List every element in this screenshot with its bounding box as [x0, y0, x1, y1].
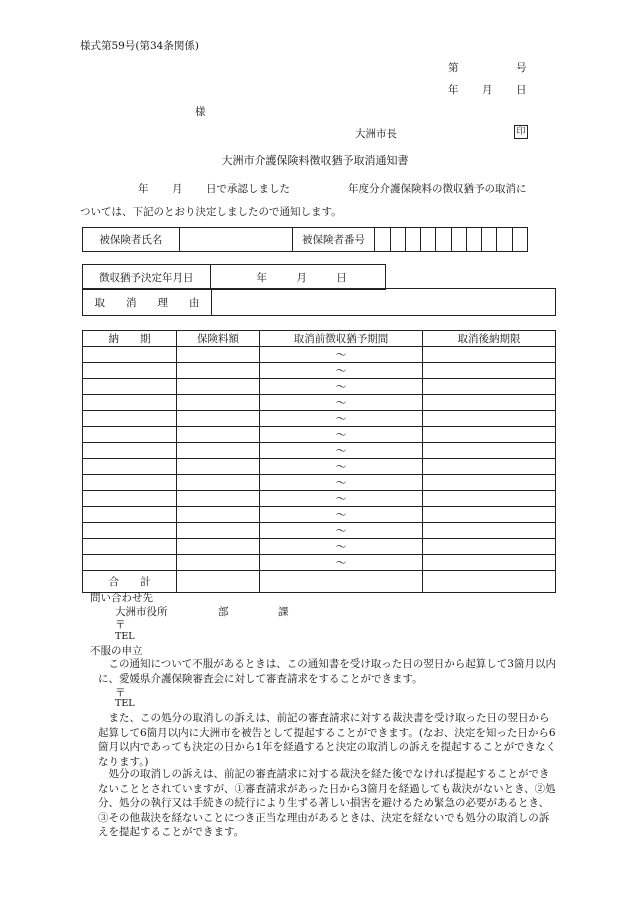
contact-bu: 部	[218, 606, 229, 618]
reason-table	[82, 288, 556, 316]
deadline-cell	[423, 427, 556, 443]
deadline-cell	[423, 395, 556, 411]
date-day: 日	[516, 84, 527, 96]
schedule-row	[83, 395, 556, 411]
appeal-postal: 〒	[115, 687, 126, 699]
total-deadline-cell	[423, 571, 556, 593]
premium-cell	[177, 443, 260, 459]
recipient-sama: 様	[195, 106, 206, 118]
date-month: 月	[482, 84, 493, 96]
reason-label: 取 消 理 由	[83, 289, 212, 316]
intro-line2: ついては、下記のとおり決定しましたので通知します。	[80, 206, 342, 218]
doc-number-go: 号	[516, 62, 527, 74]
intro-approved: 日で承認しました	[206, 183, 290, 195]
schedule-row	[83, 363, 556, 379]
insured-table	[82, 227, 528, 252]
number-digit-cell	[512, 228, 527, 252]
premium-cell	[177, 555, 260, 571]
schedule-row	[83, 555, 556, 571]
deadline-cell	[423, 443, 556, 459]
deadline-cell	[423, 411, 556, 427]
premium-cell	[177, 379, 260, 395]
schedule-header-row	[83, 331, 556, 347]
number-digit-cell	[497, 228, 512, 252]
number-digit-cell	[436, 228, 451, 252]
due-date-cell	[83, 363, 177, 379]
premium-cell	[177, 475, 260, 491]
schedule-row	[83, 523, 556, 539]
number-digit-cell	[421, 228, 436, 252]
due-date-cell	[83, 555, 177, 571]
header-pre-cancel-period: 取消前徴収猶予期間	[260, 331, 423, 347]
insured-number-label: 被保険者番号	[292, 228, 374, 252]
due-date-cell	[83, 475, 177, 491]
due-date-cell	[83, 459, 177, 475]
contact-heading: 問い合わせ先	[90, 592, 153, 604]
schedule-row	[83, 347, 556, 363]
deadline-cell	[423, 507, 556, 523]
appeal-paragraph-3: 処分の取消しの訴えは、前記の審査請求に対する裁決を経た後でなければ提起することができないこととされていますが、①審査請求があった日から3箇月を経過しても裁決がないとき、②処分、処分の執行又は手続きの続行により生ずる著しい損害を避けるため緊急の必要があるとき、③その他裁決を経ないことにつき正当な理由があるときは、決定を経ないでも処分の取消しの訴えを提起することができます。	[98, 768, 556, 838]
decision-day: 日	[336, 271, 347, 284]
number-digit-cell	[405, 228, 420, 252]
schedule-table	[82, 330, 556, 593]
deadline-cell	[423, 379, 556, 395]
seal-mark	[514, 125, 528, 139]
header-post-cancel-deadline: 取消後納期限	[423, 331, 556, 347]
decision-year: 年	[256, 271, 267, 284]
appeal-paragraph-2: また、この処分の取消しの訴えは、前記の審査請求に対する裁決書を受け取った日の翌日から起算して6箇月以内に大洲市を被告として提起することができます。(なお、決定を知った日から6箇月以内であっても決定の日から1年を経過すると決定の取消しの訴えを提起することができなくなります。)	[98, 712, 557, 768]
deadline-cell	[423, 347, 556, 363]
schedule-row	[83, 459, 556, 475]
number-digit-cell	[390, 228, 405, 252]
number-digit-cell	[482, 228, 497, 252]
premium-cell	[177, 363, 260, 379]
period-tilde-cell: ～	[260, 507, 423, 523]
premium-cell	[177, 523, 260, 539]
period-tilde-cell: ～	[260, 363, 423, 379]
decision-date-label: 徴収猶予決定年月日	[83, 265, 211, 290]
number-digit-cell	[451, 228, 466, 252]
document-title: 大洲市介護保険料徴収猶予取消通知書	[221, 154, 409, 167]
period-tilde-cell: ～	[260, 443, 423, 459]
deadline-cell	[423, 475, 556, 491]
due-date-cell	[83, 491, 177, 507]
insured-name-field	[179, 228, 292, 252]
doc-number-dai: 第	[448, 62, 459, 74]
due-date-cell	[83, 427, 177, 443]
period-tilde-cell: ～	[260, 491, 423, 507]
deadline-cell	[423, 363, 556, 379]
reason-field	[212, 289, 556, 316]
due-date-cell	[83, 347, 177, 363]
total-premium-cell	[177, 571, 260, 593]
deadline-cell	[423, 459, 556, 475]
deadline-cell	[423, 523, 556, 539]
schedule-row	[83, 411, 556, 427]
due-date-cell	[83, 411, 177, 427]
decision-month: 月	[296, 271, 307, 284]
form-number: 様式第59号(第34条関係)	[80, 40, 199, 52]
premium-cell	[177, 491, 260, 507]
deadline-cell	[423, 539, 556, 555]
period-tilde-cell: ～	[260, 459, 423, 475]
seal-icon: 印	[514, 125, 528, 139]
appeal-paragraph-1: この通知について不服があるときは、この通知書を受け取った日の翌日から起算して3箇月以内に、愛媛県介護保険審査会に対して審査請求をすることができます。	[98, 658, 556, 685]
intro-fiscal-year: 年度分介護保険料の徴収猶予の取消に	[348, 183, 527, 195]
due-date-cell	[83, 523, 177, 539]
period-tilde-cell: ～	[260, 347, 423, 363]
contact-postal: 〒	[115, 619, 126, 631]
premium-cell	[177, 507, 260, 523]
schedule-row	[83, 427, 556, 443]
appeal-tel: TEL	[115, 698, 135, 709]
mayor-name: 大洲市長	[355, 128, 397, 140]
period-tilde-cell: ～	[260, 475, 423, 491]
contact-office: 大洲市役所	[115, 606, 168, 618]
date-year: 年	[448, 84, 459, 96]
deadline-cell	[423, 555, 556, 571]
period-tilde-cell: ～	[260, 427, 423, 443]
number-digit-cell	[466, 228, 481, 252]
intro-year: 年	[138, 183, 149, 195]
decision-date-field	[210, 265, 386, 290]
premium-cell	[177, 539, 260, 555]
period-tilde-cell: ～	[260, 539, 423, 555]
schedule-row	[83, 539, 556, 555]
due-date-cell	[83, 539, 177, 555]
period-tilde-cell: ～	[260, 395, 423, 411]
schedule-row	[83, 443, 556, 459]
contact-ka: 課	[278, 606, 289, 618]
deadline-cell	[423, 491, 556, 507]
header-due-date: 納 期	[83, 331, 177, 347]
schedule-row	[83, 379, 556, 395]
premium-cell	[177, 459, 260, 475]
due-date-cell	[83, 395, 177, 411]
period-tilde-cell: ～	[260, 555, 423, 571]
schedule-row	[83, 475, 556, 491]
number-digit-cell	[375, 228, 390, 252]
premium-cell	[177, 411, 260, 427]
schedule-total-row	[83, 571, 556, 593]
period-tilde-cell: ～	[260, 523, 423, 539]
premium-cell	[177, 347, 260, 363]
premium-cell	[177, 395, 260, 411]
schedule-row	[83, 507, 556, 523]
premium-cell	[177, 427, 260, 443]
total-period-cell	[260, 571, 423, 593]
period-tilde-cell: ～	[260, 379, 423, 395]
decision-date-table	[82, 264, 386, 290]
due-date-cell	[83, 443, 177, 459]
due-date-cell	[83, 379, 177, 395]
contact-tel: TEL	[115, 631, 135, 642]
period-tilde-cell: ～	[260, 411, 423, 427]
header-premium: 保険料額	[177, 331, 260, 347]
total-label: 合 計	[83, 571, 177, 593]
intro-month: 月	[172, 183, 183, 195]
insured-name-label: 被保険者氏名	[83, 228, 180, 252]
schedule-row	[83, 491, 556, 507]
appeal-heading: 不服の申立	[90, 645, 143, 657]
due-date-cell	[83, 507, 177, 523]
